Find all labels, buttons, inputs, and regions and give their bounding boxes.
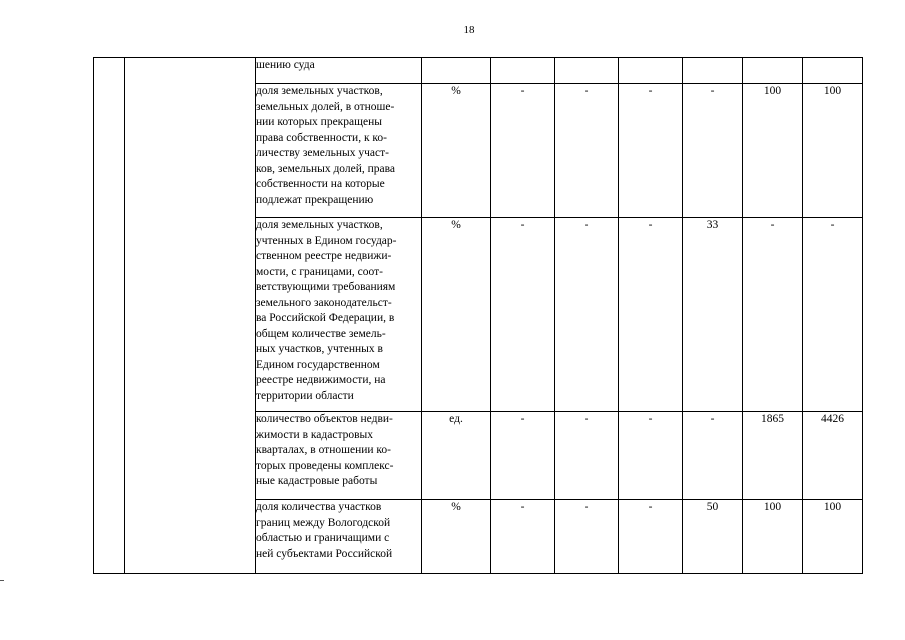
value-cell: 50	[683, 500, 743, 574]
value-cell: -	[491, 84, 555, 218]
indicators-table	[93, 57, 863, 574]
value-cell: -	[491, 218, 555, 412]
unit-cell: %	[422, 500, 491, 574]
empty-cell	[125, 58, 256, 574]
value-cell	[491, 58, 555, 84]
value-cell	[619, 58, 683, 84]
unit-cell: ед.	[422, 412, 491, 500]
value-cell: -	[491, 412, 555, 500]
value-cell: -	[555, 84, 619, 218]
table-row	[94, 58, 863, 84]
value-cell: -	[619, 500, 683, 574]
value-cell: 100	[803, 500, 863, 574]
value-cell	[555, 58, 619, 84]
value-cell: -	[743, 218, 803, 412]
indicator-cell: шению суда	[256, 58, 422, 84]
value-cell: 100	[743, 500, 803, 574]
value-cell: -	[555, 500, 619, 574]
indicator-cell: доля земельных участков, учтенных в Едином государ- ственном реестре недвижи- мости, с границами, соот- ветствующими требованиям земельного законодательст- ва Российской Федерации, в общем количестве земель- ных участков, учтенных в Едином государственном реестре недвижимости, на территории области	[256, 218, 422, 412]
value-cell: -	[555, 218, 619, 412]
value-cell: 4426	[803, 412, 863, 500]
value-cell: -	[491, 500, 555, 574]
unit-cell: %	[422, 84, 491, 218]
value-cell: -	[619, 412, 683, 500]
page-number: 18	[463, 24, 475, 36]
value-cell: 1865	[743, 412, 803, 500]
unit-cell	[422, 58, 491, 84]
indicator-cell: доля количества участков границ между Вологодской областью и граничащими с ней субъектами Российской	[256, 500, 422, 574]
value-cell	[743, 58, 803, 84]
value-cell	[803, 58, 863, 84]
indicator-cell: доля земельных участков, земельных долей, в отноше- нии которых прекращены права собственности, к ко- личеству земельных участ- ков, земельных долей, права собственности на которые подлежат прекращению	[256, 84, 422, 218]
value-cell: 100	[743, 84, 803, 218]
empty-cell	[94, 58, 125, 574]
unit-cell: %	[422, 218, 491, 412]
value-cell: -	[555, 412, 619, 500]
value-cell: -	[683, 84, 743, 218]
value-cell: -	[803, 218, 863, 412]
value-cell: -	[683, 412, 743, 500]
indicator-cell: количество объектов недви- жимости в кадастровых кварталах, в отношении ко- торых проведены комплекс- ные кадастровые работы	[256, 412, 422, 500]
value-cell: -	[619, 218, 683, 412]
value-cell: 33	[683, 218, 743, 412]
value-cell: 100	[803, 84, 863, 218]
value-cell: -	[619, 84, 683, 218]
value-cell	[683, 58, 743, 84]
margin-mark	[0, 580, 4, 581]
